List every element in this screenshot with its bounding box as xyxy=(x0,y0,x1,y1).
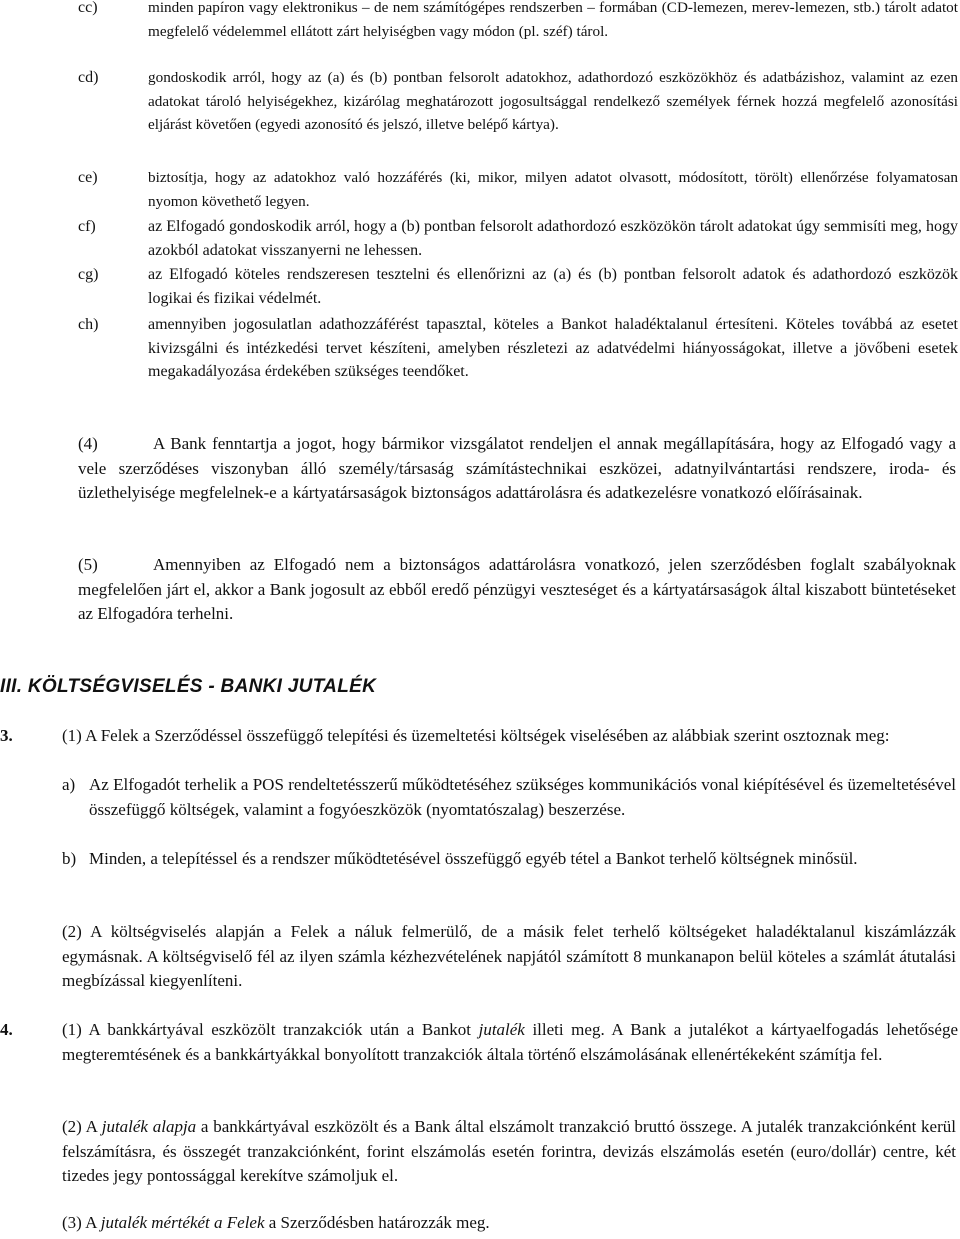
italic-term: jutalék alapja xyxy=(101,1117,197,1136)
list-item xyxy=(78,313,958,384)
paragraph-text: A Bank fenntartja a jogot, hogy bármikor vizsgálatot rendeljen el annak megállapítására, hogy az Elfogadó vagy a vele szerződéses viszonyban álló személy/társaság számítástechnikai eszközei, adatnyilvántartási rendszere, iroda- és üzlethelyisége megfelelnek-e a kártyatársaságok biztonságos adattárolásra és adatkezelésre vonatkozó előírásainak. xyxy=(78,434,956,502)
paragraph-number: (4) xyxy=(78,434,98,453)
section-heading: III. KÖLTSÉGVISELÉS - BANKI JUTALÉK xyxy=(0,676,377,697)
section-4 xyxy=(0,1018,958,1067)
list-item-text: az Elfogadó gondoskodik arról, hogy a (b) pontban felsorolt adathordozó eszközökön tárolt adatokat úgy semmisíti meg, hogy azokból adatokat visszanyerni ne lehessen. xyxy=(148,218,958,259)
list-item xyxy=(78,263,958,310)
list-item-label: ch) xyxy=(78,316,99,333)
paragraph-text: Amennyiben az Elfogadó nem a biztonságos adattárolásra vonatkozó, jelen szerződésben foglalt szabályoknak megfelelően járt el, akkor a Bank jogosult az ebből eredő pénzügyi veszteséget és a kártyatársaságok által kiszabott büntetéseket az Elfogadóra terhelni. xyxy=(78,555,956,623)
list-item-text: amennyiben jogosulatlan adathozzáférést tapasztal, köteles a Bankot haladéktalanul értesíteni. Köteles továbbá az esetet kivizsgálni és intézkedési tervet készíteni, amelyben részletezi az adatvédelmi hiányosságokat, illetve a jövőbeni esetek megakadályozása érdekében szükséges teendőket. xyxy=(148,316,958,381)
section-3 xyxy=(0,724,958,749)
italic-term: jutalék mértékét a Felek xyxy=(100,1213,265,1232)
section-4-paragraph-1: (1) A bankkártyával eszközölt tranzakciók után a Bankot jutalék illeti meg. A Bank a jutalékot a kártyaelfogadás lehetősége megteremtésének és a bankkártyákkal bonyolított tranzakciók általa történő elszámolásának ellenértékeként számítja fel. xyxy=(62,1020,958,1064)
list-item-label: ce) xyxy=(78,169,98,186)
section-4-paragraph-2: (2) A jutalék alapja a bankkártyával eszközölt és a Bank által elszámolt tranzakció bruttó összege. A jutalék tranzakciónként kerül felszámításra, és összegét tranzakciónként, forint elszámolás esetén forintra, devizás elszámolás esetén (euro/dollár) centre, két tizedes jegy pontossággal kerekítve számoljuk el. xyxy=(62,1117,956,1185)
paragraph-number: (5) xyxy=(78,555,98,574)
sub-item-label: b) xyxy=(62,849,77,868)
list-item-label: cc) xyxy=(78,0,98,16)
sub-item-a xyxy=(62,773,956,822)
sub-item-text: Minden, a telepítéssel és a rendszer működtetésével összefüggő egyéb tétel a Bankot terhelő költségnek minősül. xyxy=(89,849,858,868)
list-item xyxy=(78,0,958,43)
list-item-text: minden papíron vagy elektronikus – de nem számítógépes rendszerben – formában (CD-lemezen, merev-lemezen, stb.) tárolt adatot megfelelő védelemmel ellátott zárt helyiségben vagy módon (pl. széf) tárol. xyxy=(148,0,958,40)
section-number: 4. xyxy=(0,1020,13,1039)
list-item xyxy=(78,215,958,262)
section-intro: (1) A Felek a Szerződéssel összefüggő telepítési és üzemeltetési költségek viselésében az alábbiak szerint osztoznak meg: xyxy=(62,726,890,745)
section-number: 3. xyxy=(0,726,13,745)
list-item-text: az Elfogadó köteles rendszeresen tesztelni és ellenőrizni az (a) és (b) pontban felsorolt adatok és adathordozó eszközök logikai és fizikai védelmét. xyxy=(148,266,958,307)
list-item xyxy=(78,66,958,137)
sub-item-b xyxy=(62,847,956,872)
list-item xyxy=(78,166,958,213)
paragraph-4 xyxy=(78,432,956,506)
section-4-paragraph-3: (3) A jutalék mértékét a Felek a Szerződésben határozzák meg. xyxy=(62,1213,490,1232)
list-item-text: biztosítja, hogy az adatokhoz való hozzáférés (ki, mikor, milyen adatot olvasott, módosított, törölt) ellenőrzése folyamatosan nyomon követhető legyen. xyxy=(148,169,958,210)
paragraph-5 xyxy=(78,553,956,627)
list-item-label: cf) xyxy=(78,218,96,235)
sub-item-text: Az Elfogadót terhelik a POS rendeltetésszerű működtetéséhez szükséges kommunikációs vonal kiépítésével és üzemeltetésével összefüggő költségek, valamint a fogyóeszközök (nyomtatószalag) beszerzése. xyxy=(89,775,956,819)
italic-term: jutalék xyxy=(478,1020,525,1039)
list-item-label: cg) xyxy=(78,266,99,283)
sub-item-label: a) xyxy=(62,775,76,794)
list-item-label: cd) xyxy=(78,69,99,86)
list-item-text: gondoskodik arról, hogy az (a) és (b) pontban felsorolt adatokhoz, adathordozó eszközökhöz és adatbázishoz, valamint az ezen adatokat tároló helyiségekhez, kizárólag meghatározott jogosultsággal rendelkező személyek férnek hozzá megfelelő azonosítási eljárást követően (egyedi azonosító és jelszó, illetve belépő kártya). xyxy=(148,69,958,134)
section-3-paragraph-2: (2) A költségviselés alapján a Felek a náluk felmerülő, de a másik felet terhelő költségeket haladéktalanul kiszámlázzák egymásnak. A költségviselő fél az ilyen számla kézhezvételének napjától számított 8 munkanapon belül köteles a számlát átutalási megbízással kiegyenlíteni. xyxy=(62,922,956,990)
